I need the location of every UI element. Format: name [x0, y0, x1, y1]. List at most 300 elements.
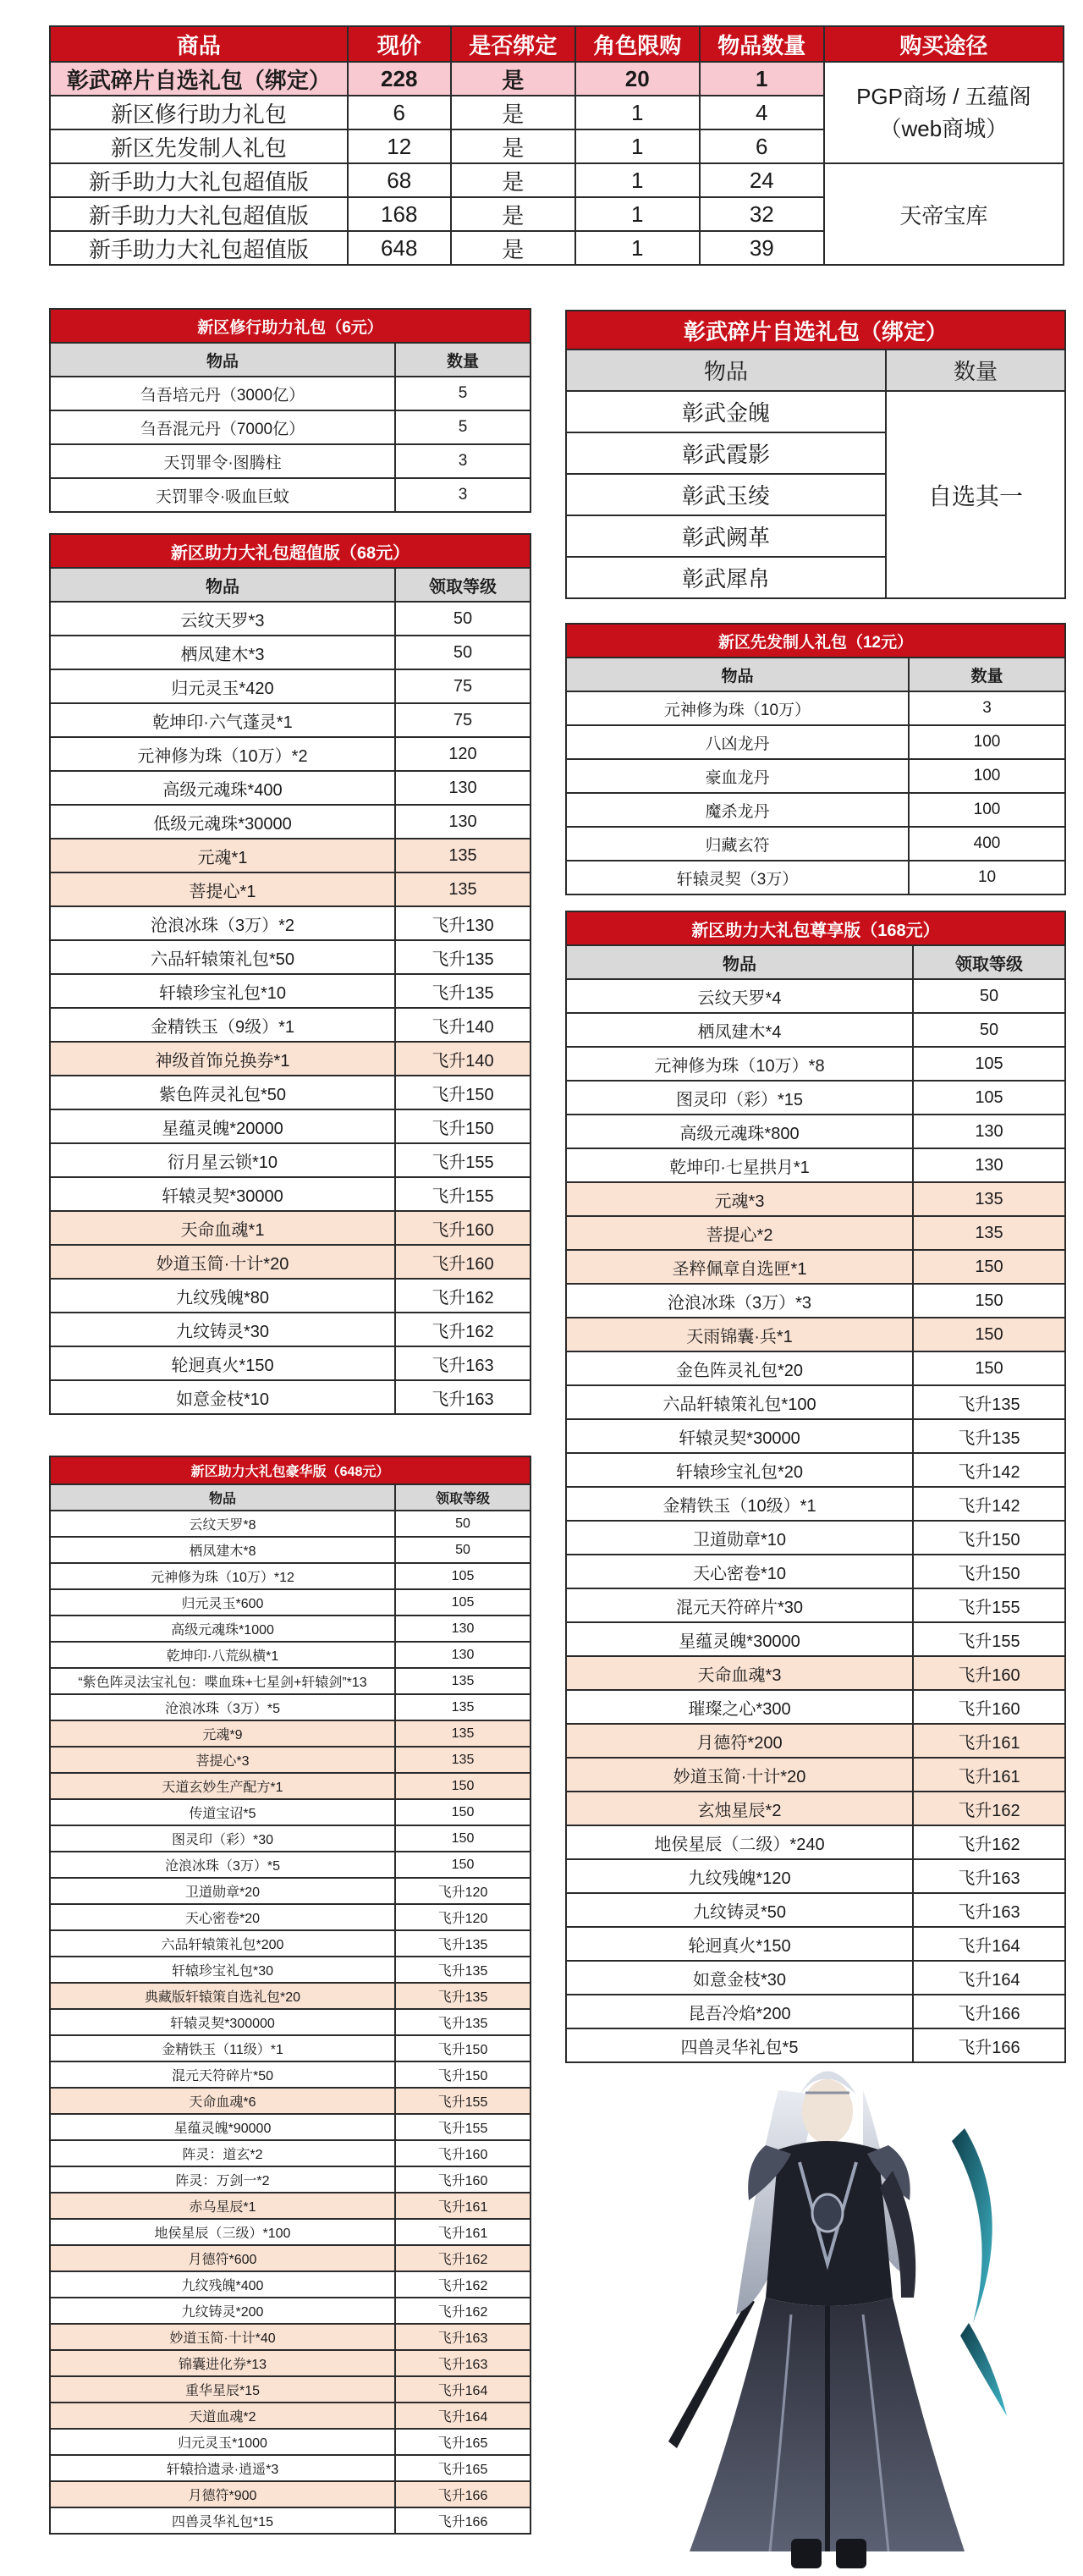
level-value: 飞升165: [395, 2455, 531, 2481]
level-value: 75: [395, 669, 531, 703]
pack648-table: [49, 1456, 531, 2535]
table-row: [50, 2009, 531, 2035]
quantity-value: 3: [909, 691, 1065, 725]
level-value: 飞升160: [395, 1211, 531, 1245]
level-value: 150: [913, 1318, 1065, 1351]
level-value: 飞升150: [395, 1109, 531, 1143]
item-name: 地侯星辰（三级）*100: [50, 2219, 395, 2245]
item-name: 璀璨之心*300: [566, 1690, 913, 1724]
level-value: 飞升163: [395, 1346, 531, 1380]
level-value: 135: [395, 1747, 531, 1773]
item-name: 金精铁玉（10级）*1: [566, 1487, 913, 1521]
level-value: 飞升155: [913, 1588, 1065, 1622]
level-value: 150: [913, 1351, 1065, 1385]
level-value: 飞升166: [395, 2507, 531, 2534]
item-name: 高级元魂珠*400: [50, 771, 395, 805]
header-qty: 数量: [886, 350, 1065, 391]
item-name: 元魂*3: [566, 1182, 913, 1216]
level-value: 飞升164: [395, 2376, 531, 2403]
table-row: [50, 1245, 531, 1279]
table-row: [50, 1211, 531, 1245]
item-name: 元魂*1: [50, 839, 395, 872]
level-value: 飞升162: [395, 1279, 531, 1313]
level-value: 飞升160: [913, 1690, 1065, 1724]
product-name: 新手助力大礼包超值版: [50, 163, 348, 197]
table-row: [50, 703, 531, 737]
table-row: [50, 2114, 531, 2140]
level-value: 飞升164: [913, 1927, 1065, 1961]
level-value: 飞升135: [395, 1983, 531, 2009]
table-row: [50, 2219, 531, 2245]
level-value: 飞升120: [395, 1878, 531, 1904]
item-name: 豪血龙丹: [566, 759, 909, 793]
level-value: 50: [395, 1511, 531, 1537]
product-name: 新手助力大礼包超值版: [50, 231, 348, 265]
item-name: 地侯星辰（二级）*240: [566, 1825, 913, 1859]
header-item: 物品: [50, 568, 395, 602]
level-value: 135: [395, 1694, 531, 1720]
item-name: 刍吾培元丹（3000亿）: [50, 377, 395, 410]
item-name: 天道血魂*2: [50, 2403, 395, 2429]
purchase-limit: 1: [575, 163, 700, 197]
item-name: 低级元魂珠*30000: [50, 805, 395, 839]
item-name: 高级元魂珠*800: [566, 1115, 913, 1148]
table-row: [566, 1318, 1065, 1351]
level-value: 130: [395, 1642, 531, 1668]
table-row: [566, 1013, 1065, 1047]
level-value: 50: [913, 1013, 1065, 1047]
level-value: 飞升163: [913, 1859, 1065, 1893]
table-row: [566, 1622, 1065, 1656]
item-name: 栖凤建木*3: [50, 636, 395, 669]
level-value: 飞升135: [395, 974, 531, 1008]
item-name: 归元灵玉*1000: [50, 2429, 395, 2455]
level-value: 飞升160: [913, 1656, 1065, 1690]
purchase-limit: 20: [575, 62, 700, 96]
table-row: [50, 1346, 531, 1380]
table-row: [566, 1115, 1065, 1148]
table-row: [566, 861, 1065, 894]
item-name: 元神修为珠（10万）*2: [50, 737, 395, 771]
level-value: 飞升163: [395, 2350, 531, 2376]
item-name: 天命血魂*6: [50, 2088, 395, 2114]
table-row: [50, 1143, 531, 1177]
quantity-value: 3: [395, 478, 531, 512]
purchase-limit: 1: [575, 129, 700, 163]
product-name: 新区修行助力礼包: [50, 96, 348, 129]
table-row: [566, 793, 1065, 827]
level-value: 飞升150: [395, 2061, 531, 2088]
table-row: [50, 2324, 531, 2350]
item-name: 圣粹佩章自选匣*1: [566, 1250, 913, 1284]
table-row: [50, 410, 531, 444]
table-row: [566, 1148, 1065, 1182]
item-name: 彰武霞影: [566, 432, 886, 474]
purchase-channel: 天帝宝库: [824, 163, 1064, 265]
header-level: 领取等级: [913, 945, 1065, 979]
level-value: 飞升161: [395, 2219, 531, 2245]
item-name: 阵灵：道玄*2: [50, 2140, 395, 2166]
price: 6: [348, 96, 451, 129]
level-value: 130: [913, 1148, 1065, 1182]
item-name: 归元灵玉*420: [50, 669, 395, 703]
item-name: 如意金枝*10: [50, 1380, 395, 1414]
table-row: [566, 1047, 1065, 1081]
pack12-rows: [566, 691, 1065, 894]
level-value: 飞升135: [395, 940, 531, 974]
item-name: 月德符*200: [566, 1724, 913, 1758]
table-row: [50, 1313, 531, 1346]
item-name: 菩提心*2: [566, 1216, 913, 1250]
level-value: 飞升160: [395, 2166, 531, 2193]
item-name: 云纹天罗*3: [50, 602, 395, 636]
item-name: 九纹残魄*120: [566, 1859, 913, 1893]
table-title: 新区助力大礼包豪华版（648元）: [50, 1456, 531, 1484]
item-count: 6: [700, 129, 824, 163]
level-value: 飞升135: [395, 1930, 531, 1957]
table-row: [50, 1668, 531, 1694]
product-name: 彰武碎片自选礼包（绑定）: [50, 62, 348, 96]
summary-row: [50, 163, 1064, 197]
table-row: [566, 1216, 1065, 1250]
item-name: 轩辕珍宝礼包*20: [566, 1453, 913, 1487]
table-title: 新区先发制人礼包（12元）: [566, 624, 1065, 658]
item-name: 图灵印（彩）*15: [566, 1081, 913, 1115]
level-value: 飞升150: [395, 2035, 531, 2061]
item-name: 彰武金魄: [566, 391, 886, 432]
level-value: 飞升162: [395, 2271, 531, 2298]
table-row: [50, 1957, 531, 1983]
table-row: [566, 1487, 1065, 1521]
purchase-channel: PGP商场 / 五蕴阁（web商城）: [824, 62, 1064, 163]
table-row: [566, 691, 1065, 725]
table-row: [50, 872, 531, 906]
level-value: 150: [913, 1284, 1065, 1318]
item-name: 乾坤印·八荒纵横*1: [50, 1642, 395, 1668]
item-name: 元神修为珠（10万）*12: [50, 1563, 395, 1589]
item-name: 栖凤建木*4: [566, 1013, 913, 1047]
table-row: [50, 2429, 531, 2455]
table-row: [50, 602, 531, 636]
pack6-rows: [50, 377, 531, 512]
header-item: 物品: [50, 343, 395, 377]
level-value: 飞升142: [913, 1487, 1065, 1521]
table-row: [50, 2376, 531, 2403]
table-row: [50, 1904, 531, 1930]
level-value: 飞升164: [395, 2403, 531, 2429]
product-name: 新区先发制人礼包: [50, 129, 348, 163]
level-value: 飞升162: [395, 2298, 531, 2324]
quantity-value: 100: [909, 725, 1065, 759]
level-value: 130: [913, 1115, 1065, 1148]
item-name: 六品轩辕策礼包*50: [50, 940, 395, 974]
table-row: [566, 1250, 1065, 1284]
item-count: 32: [700, 197, 824, 231]
item-name: 归元灵玉*600: [50, 1589, 395, 1616]
item-name: 元神修为珠（10万）*8: [566, 1047, 913, 1081]
table-row: [50, 2455, 531, 2481]
level-value: 50: [395, 636, 531, 669]
level-value: 飞升166: [913, 1995, 1065, 2028]
header-count: 物品数量: [700, 26, 824, 62]
item-name: 锦囊进化券*13: [50, 2350, 395, 2376]
table-row: [50, 2245, 531, 2271]
item-name: 天罚罪令·吸血巨蚊: [50, 478, 395, 512]
table-row: [50, 771, 531, 805]
item-name: 混元天符碎片*50: [50, 2061, 395, 2088]
level-value: 50: [395, 602, 531, 636]
purchase-limit: 1: [575, 96, 700, 129]
table-row: [50, 1008, 531, 1042]
table-row: [50, 737, 531, 771]
table-row: [50, 2350, 531, 2376]
header-level: 领取等级: [395, 1484, 531, 1511]
table-row: [566, 1792, 1065, 1825]
table-row: [50, 1380, 531, 1414]
item-name: 轩辕灵契*300000: [50, 2009, 395, 2035]
header-price: 现价: [348, 26, 451, 62]
item-name: 混元天符碎片*30: [566, 1588, 913, 1622]
item-name: 传道宝诏*5: [50, 1799, 395, 1825]
table-row: [50, 377, 531, 410]
table-row: [50, 478, 531, 512]
item-name: 沧浪冰珠（3万）*5: [50, 1852, 395, 1878]
table-row: [50, 2088, 531, 2114]
purchase-limit: 1: [575, 231, 700, 265]
pack68-table: [49, 533, 531, 1415]
item-name: 星蕴灵魄*30000: [566, 1622, 913, 1656]
item-name: 彰武犀帛: [566, 557, 886, 598]
table-row: [566, 1961, 1065, 1995]
item-name: 轩辕拾遗录·逍遥*3: [50, 2455, 395, 2481]
level-value: 130: [395, 771, 531, 805]
level-value: 飞升135: [913, 1419, 1065, 1453]
item-name: 沧浪冰珠（3万）*5: [50, 1694, 395, 1720]
table-row: [50, 444, 531, 478]
table-row: [50, 1983, 531, 2009]
table-row: [566, 391, 1065, 432]
item-name: 魔杀龙丹: [566, 793, 909, 827]
table-row: [50, 1878, 531, 1904]
bound-flag: 是: [451, 62, 575, 96]
header-item: 物品: [566, 350, 886, 391]
header-item: 物品: [566, 658, 909, 691]
item-name: 昆吾冷焰*200: [566, 1995, 913, 2028]
item-name: 天道玄妙生产配方*1: [50, 1773, 395, 1799]
level-value: 150: [395, 1799, 531, 1825]
table-title: 新区助力大礼包超值版（68元）: [50, 534, 531, 568]
table-row: [566, 1453, 1065, 1487]
header-channel: 购买途径: [824, 26, 1064, 62]
level-value: 飞升162: [913, 1792, 1065, 1825]
table-row: [566, 1385, 1065, 1419]
level-value: 飞升150: [395, 1076, 531, 1109]
table-row: [566, 759, 1065, 793]
table-row: [50, 2166, 531, 2193]
header-qty: 数量: [395, 343, 531, 377]
table-row: [566, 1419, 1065, 1453]
bound-flag: 是: [451, 197, 575, 231]
level-value: 飞升155: [395, 2088, 531, 2114]
level-value: 飞升164: [913, 1961, 1065, 1995]
table-row: [50, 1720, 531, 1747]
level-value: 150: [395, 1852, 531, 1878]
level-value: 135: [913, 1182, 1065, 1216]
level-value: 飞升135: [395, 2009, 531, 2035]
item-count: 4: [700, 96, 824, 129]
item-name: 典藏版轩辕策自选礼包*20: [50, 1983, 395, 2009]
item-name: 赤乌星辰*1: [50, 2193, 395, 2219]
item-name: 月德符*600: [50, 2245, 395, 2271]
level-value: 135: [395, 1720, 531, 1747]
item-name: 彰武阙革: [566, 515, 886, 557]
item-name: 月德符*900: [50, 2481, 395, 2507]
pack648-rows: [50, 1511, 531, 2534]
level-value: 105: [913, 1047, 1065, 1081]
level-value: 135: [913, 1216, 1065, 1250]
item-name: 金精铁玉（11级）*1: [50, 2035, 395, 2061]
table-row: [566, 1724, 1065, 1758]
level-value: 飞升135: [913, 1385, 1065, 1419]
table-row: [566, 827, 1065, 861]
table-row: [566, 1995, 1065, 2028]
table-row: [50, 2403, 531, 2429]
table-row: [566, 1284, 1065, 1318]
item-name: 云纹天罗*8: [50, 1511, 395, 1537]
item-count: 39: [700, 231, 824, 265]
item-name: 天命血魂*1: [50, 1211, 395, 1245]
level-value: 135: [395, 839, 531, 872]
pack12-table: [565, 623, 1066, 895]
level-value: 105: [913, 1081, 1065, 1115]
price: 68: [348, 163, 451, 197]
table-row: [50, 2140, 531, 2166]
table-row: [50, 2507, 531, 2534]
table-row: [566, 1893, 1065, 1927]
item-name: 九纹铸灵*30: [50, 1313, 395, 1346]
item-name: 妙道玉简·十计*20: [50, 1245, 395, 1279]
item-name: 九纹残魄*400: [50, 2271, 395, 2298]
table-row: [566, 1927, 1065, 1961]
item-name: 轩辕珍宝礼包*10: [50, 974, 395, 1008]
level-value: 飞升160: [395, 2140, 531, 2166]
table-row: [50, 906, 531, 940]
item-name: 阵灵：万剑一*2: [50, 2166, 395, 2193]
item-name: 栖凤建木*8: [50, 1537, 395, 1563]
item-name: 八凶龙丹: [566, 725, 909, 759]
item-name: 天罚罪令·图腾柱: [50, 444, 395, 478]
table-row: [50, 1537, 531, 1563]
item-name: 沧浪冰珠（3万）*3: [566, 1284, 913, 1318]
level-value: 130: [395, 805, 531, 839]
item-name: 菩提心*1: [50, 872, 395, 906]
purchase-limit: 1: [575, 197, 700, 231]
price: 12: [348, 129, 451, 163]
item-name: 紫色阵灵礼包*50: [50, 1076, 395, 1109]
level-value: 飞升163: [395, 2324, 531, 2350]
level-value: 飞升163: [395, 1380, 531, 1414]
item-name: 星蕴灵魄*20000: [50, 1109, 395, 1143]
summary-table: [49, 25, 1064, 266]
table-row: [50, 1042, 531, 1076]
choose-one-label: 自选其一: [886, 391, 1065, 598]
table-title: 新区修行助力礼包（6元）: [50, 309, 531, 343]
table-row: [50, 1279, 531, 1313]
price: 648: [348, 231, 451, 265]
price: 228: [348, 62, 451, 96]
pack68-rows: [50, 602, 531, 1414]
table-row: [566, 1690, 1065, 1724]
level-value: 130: [395, 1616, 531, 1642]
table-row: [50, 2481, 531, 2507]
table-row: [50, 2193, 531, 2219]
item-name: 归藏玄符: [566, 827, 909, 861]
table-row: [566, 725, 1065, 759]
table-row: [566, 1825, 1065, 1859]
table-row: [566, 1182, 1065, 1216]
pack168-rows: [566, 979, 1065, 2062]
item-name: 卫道勋章*20: [50, 1878, 395, 1904]
summary-row: [50, 62, 1064, 96]
table-row: [50, 1616, 531, 1642]
level-value: 150: [913, 1250, 1065, 1284]
item-name: 云纹天罗*4: [566, 979, 913, 1013]
bound-flag: 是: [451, 231, 575, 265]
level-value: 135: [395, 1668, 531, 1694]
table-row: [566, 979, 1065, 1013]
bound-flag: 是: [451, 129, 575, 163]
quantity-value: 10: [909, 861, 1065, 894]
item-name: 乾坤印·六气蓬灵*1: [50, 703, 395, 737]
table-row: [566, 1588, 1065, 1622]
table-row: [50, 805, 531, 839]
level-value: 飞升140: [395, 1008, 531, 1042]
header-product: 商品: [50, 26, 348, 62]
item-name: 九纹铸灵*50: [566, 1893, 913, 1927]
table-row: [566, 1351, 1065, 1385]
level-value: 飞升160: [395, 1245, 531, 1279]
table-title: 新区助力大礼包尊享版（168元）: [566, 911, 1065, 945]
item-name: 妙道玉简·十计*20: [566, 1758, 913, 1792]
item-name: 金精铁玉（9级）*1: [50, 1008, 395, 1042]
table-row: [50, 636, 531, 669]
table-title: 彰武碎片自选礼包（绑定）: [566, 311, 1065, 350]
header-limit: 角色限购: [575, 26, 700, 62]
table-row: [50, 839, 531, 872]
item-name: 天雨锦囊·兵*1: [566, 1318, 913, 1351]
table-row: [50, 1852, 531, 1878]
item-name: 元魂*9: [50, 1720, 395, 1747]
table-row: [50, 2035, 531, 2061]
item-count: 1: [700, 62, 824, 96]
item-name: 四兽灵华礼包*15: [50, 2507, 395, 2534]
table-row: [50, 1642, 531, 1668]
level-value: 150: [395, 1773, 531, 1799]
quantity-value: 400: [909, 827, 1065, 861]
table-row: [50, 1825, 531, 1852]
level-value: 飞升140: [395, 1042, 531, 1076]
level-value: 飞升150: [913, 1521, 1065, 1555]
quantity-value: 5: [395, 377, 531, 410]
item-name: 轮迥真火*150: [566, 1927, 913, 1961]
quantity-value: 100: [909, 793, 1065, 827]
quantity-value: 3: [395, 444, 531, 478]
level-value: 飞升142: [913, 1453, 1065, 1487]
header-qty: 数量: [909, 658, 1065, 691]
header-item: 物品: [50, 1484, 395, 1511]
table-row: [566, 1859, 1065, 1893]
item-name: 菩提心*3: [50, 1747, 395, 1773]
